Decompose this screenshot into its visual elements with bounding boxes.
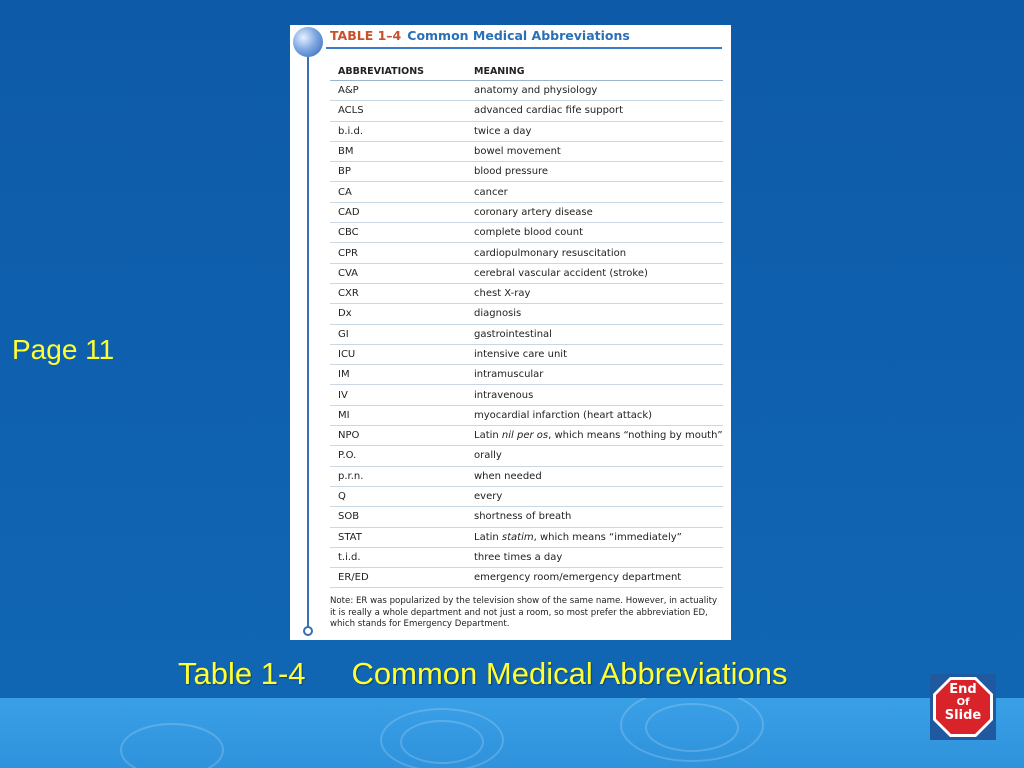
- page-label: Page 11: [12, 334, 115, 365]
- table-row: [330, 568, 723, 588]
- cell-abbreviation: STAT: [338, 531, 362, 543]
- table-row: [330, 264, 723, 284]
- cell-abbreviation: t.i.d.: [338, 551, 361, 563]
- of-label: Of: [956, 697, 970, 708]
- table-row: [330, 426, 723, 446]
- cell-meaning: shortness of breath: [474, 511, 572, 523]
- table-row: [330, 548, 723, 568]
- cell-meaning: twice a day: [474, 125, 532, 137]
- decorative-vertical-line: [307, 57, 309, 627]
- meaning-italic: nil per os: [501, 430, 549, 442]
- end-label: End: [949, 682, 977, 697]
- caption-title: Common Medical Abbreviations: [351, 656, 788, 691]
- slide-caption: [178, 656, 787, 692]
- abbreviations-table-figure: [290, 25, 731, 640]
- cell-meaning: when needed: [474, 470, 542, 482]
- cell-meaning: orally: [474, 450, 502, 462]
- table-row: [330, 467, 723, 487]
- cell-meaning: bowel movement: [474, 146, 561, 158]
- cell-abbreviation: CVA: [338, 267, 359, 279]
- cell-abbreviation: A&P: [338, 85, 359, 97]
- cell-abbreviation: Dx: [338, 308, 352, 320]
- cell-meaning: intravenous: [474, 389, 534, 401]
- table-row: [330, 182, 723, 202]
- cell-abbreviation: NPO: [338, 430, 360, 442]
- cell-abbreviation: BP: [338, 166, 351, 178]
- cell-abbreviation: CA: [338, 186, 352, 198]
- decorative-ball: [293, 27, 323, 57]
- header-abbreviations: ABBREVIATIONS: [338, 66, 425, 77]
- cell-abbreviation: GI: [338, 328, 349, 340]
- table-row: [330, 528, 723, 548]
- table-row: [330, 345, 723, 365]
- cell-meaning: coronary artery disease: [474, 206, 593, 218]
- table-row: [330, 487, 723, 507]
- cell-abbreviation: ACLS: [338, 105, 364, 117]
- table-row: [330, 406, 723, 426]
- slide-label: Slide: [944, 708, 982, 723]
- cell-abbreviation: b.i.d.: [338, 125, 364, 137]
- cell-abbreviation: IM: [338, 369, 350, 381]
- table-note: Note: ER was popularized by the television show of the same name. However, in actuality it is really a whole department and not just a room, so most prefer the abbreviation ED, which stands for Emergency Department.: [330, 596, 718, 629]
- cell-abbreviation: ER/ED: [338, 572, 369, 584]
- cell-abbreviation: p.r.n.: [338, 470, 364, 482]
- cell-meaning: cardiopulmonary resuscitation: [474, 247, 627, 259]
- cell-abbreviation: CXR: [338, 288, 359, 300]
- table-row: [330, 122, 723, 142]
- cell-abbreviation: CAD: [338, 206, 360, 218]
- table-row: [330, 223, 723, 243]
- cell-meaning: cerebral vascular accident (stroke): [474, 267, 648, 279]
- cell-abbreviation: BM: [338, 146, 354, 158]
- cell-meaning: anatomy and physiology: [474, 85, 598, 97]
- cell-meaning: cancer: [474, 186, 508, 198]
- header-meaning: MEANING: [474, 66, 525, 77]
- cell-meaning: intramuscular: [474, 369, 544, 381]
- table-header: [330, 63, 723, 81]
- table-row: [330, 142, 723, 162]
- cell-meaning: [474, 430, 723, 441]
- table-row: [330, 304, 723, 324]
- cell-meaning: every: [474, 491, 503, 503]
- table-row: [330, 243, 723, 263]
- cell-abbreviation: Q: [338, 491, 346, 503]
- cell-abbreviation: CBC: [338, 227, 359, 239]
- cell-abbreviation: CPR: [338, 247, 358, 259]
- end-of-slide-button[interactable]: [930, 674, 996, 740]
- table-row: [330, 81, 723, 101]
- table-row: [330, 325, 723, 345]
- cell-abbreviation: MI: [338, 409, 350, 421]
- meaning-suffix: , which means “immediately”: [533, 531, 682, 543]
- cell-abbreviation: ICU: [338, 349, 356, 360]
- meaning-prefix: Latin: [474, 430, 502, 442]
- meaning-italic: statim: [501, 531, 534, 543]
- cell-meaning: gastrointestinal: [474, 328, 552, 340]
- table-row: [330, 365, 723, 385]
- table-title-text: Common Medical Abbreviations: [407, 28, 630, 43]
- table-row: [330, 101, 723, 121]
- cell-meaning: three times a day: [474, 551, 563, 563]
- cell-meaning: blood pressure: [474, 166, 549, 178]
- cell-abbreviation: IV: [338, 389, 348, 401]
- table-row: [330, 162, 723, 182]
- cell-meaning: intensive care unit: [474, 349, 567, 360]
- table-row: [330, 446, 723, 466]
- table-row: [330, 385, 723, 405]
- table-row: [330, 507, 723, 527]
- table-row: [330, 203, 723, 223]
- water-ripple-band: [0, 698, 1024, 768]
- meaning-suffix: , which means “nothing by mouth”: [548, 430, 723, 442]
- caption-number: Table 1-4: [178, 656, 306, 691]
- meaning-prefix: Latin: [474, 531, 502, 543]
- table-row: [330, 284, 723, 304]
- cell-meaning: complete blood count: [474, 227, 583, 239]
- table-title: [330, 28, 630, 43]
- cell-meaning: diagnosis: [474, 308, 522, 320]
- cell-abbreviation: P.O.: [338, 450, 357, 462]
- table-number: TABLE 1–4: [330, 28, 402, 43]
- cell-abbreviation: SOB: [338, 511, 360, 523]
- cell-meaning: emergency room/emergency department: [474, 572, 682, 584]
- cell-meaning: myocardial infarction (heart attack): [474, 409, 653, 421]
- decorative-line-end: [303, 626, 313, 636]
- cell-meaning: advanced cardiac fife support: [474, 105, 624, 117]
- table-body: [330, 81, 723, 588]
- title-rule: [326, 47, 722, 49]
- abbreviations-table: [330, 63, 723, 588]
- end-of-slide-label: [930, 683, 996, 723]
- cell-meaning: [474, 532, 723, 543]
- cell-meaning: chest X-ray: [474, 288, 531, 300]
